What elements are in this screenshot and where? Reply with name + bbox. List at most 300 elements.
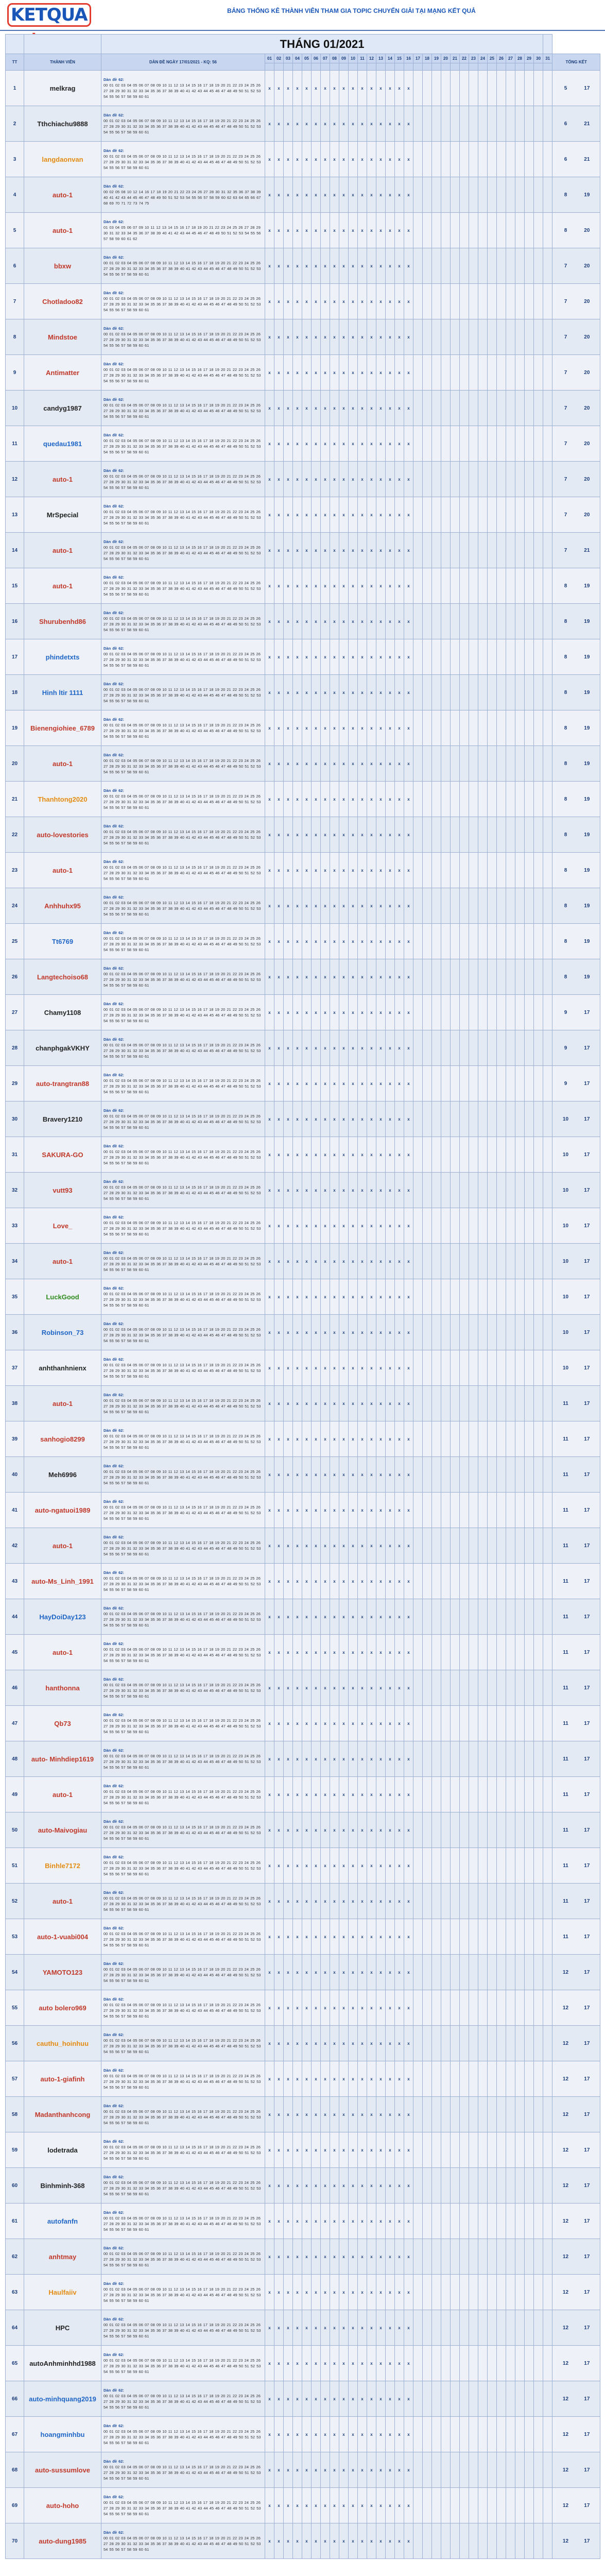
day-cell bbox=[488, 497, 497, 533]
day-cell: x bbox=[386, 497, 395, 533]
member-name-link[interactable]: Tthchiachu9888 bbox=[24, 106, 101, 142]
day-cell bbox=[543, 959, 552, 995]
day-cell bbox=[423, 1670, 432, 1706]
day-cell: x bbox=[312, 959, 321, 995]
day-cell: x bbox=[404, 426, 413, 462]
member-name-link[interactable]: auto-hoho bbox=[24, 2488, 101, 2523]
day-cell: x bbox=[339, 1635, 349, 1670]
day-cell: x bbox=[367, 2204, 376, 2239]
member-name-link[interactable]: auto-1 bbox=[24, 1777, 101, 1812]
day-cell bbox=[488, 853, 497, 888]
day-cell bbox=[413, 142, 423, 177]
day-cell: x bbox=[302, 1493, 312, 1528]
day-cell bbox=[441, 1493, 451, 1528]
day-cell bbox=[525, 1457, 534, 1493]
day-cell: x bbox=[339, 1848, 349, 1884]
day-cell bbox=[488, 2168, 497, 2204]
member-name-link[interactable]: MrSpecial bbox=[24, 497, 101, 533]
day-cell bbox=[451, 675, 460, 710]
total-win: 12 bbox=[562, 2218, 569, 2224]
day-cell bbox=[515, 2168, 525, 2204]
day-cell bbox=[413, 675, 423, 710]
day-cell: x bbox=[274, 1848, 284, 1884]
member-name-link[interactable]: anhthanhnienx bbox=[24, 1350, 101, 1386]
day-cell: x bbox=[265, 1066, 274, 1101]
day-cell: x bbox=[339, 1030, 349, 1066]
day-cell: x bbox=[293, 675, 302, 710]
day-cell: x bbox=[265, 1635, 274, 1670]
member-name-link[interactable]: auto-lovestories bbox=[24, 817, 101, 853]
day-cell bbox=[478, 1706, 488, 1741]
day-cell: x bbox=[358, 1279, 367, 1315]
day-cell: x bbox=[349, 639, 358, 675]
day-cell bbox=[460, 959, 469, 995]
day-cell bbox=[515, 924, 525, 959]
day-cell: x bbox=[302, 1208, 312, 1244]
day-cell: x bbox=[358, 1955, 367, 1990]
member-name-link[interactable]: HPC bbox=[24, 2310, 101, 2346]
day-cell: x bbox=[284, 1528, 293, 1564]
day-cell: x bbox=[330, 1528, 339, 1564]
member-name-link[interactable]: Binhle7172 bbox=[24, 1848, 101, 1884]
day-cell: x bbox=[339, 924, 349, 959]
day-cell bbox=[441, 1599, 451, 1635]
number-set-label: Dàn đề 62: bbox=[103, 1961, 124, 1966]
day-cell bbox=[525, 1848, 534, 1884]
day-cell: x bbox=[265, 1848, 274, 1884]
day-cell: x bbox=[376, 462, 386, 497]
member-name-link[interactable]: auto- Minhdiep1619 bbox=[24, 1741, 101, 1777]
day-cell bbox=[478, 2168, 488, 2204]
total-win: 8 bbox=[564, 832, 567, 838]
row-number: 25 bbox=[6, 924, 24, 959]
member-name-link[interactable]: Meh6996 bbox=[24, 1457, 101, 1493]
day-cell bbox=[413, 853, 423, 888]
day-cell bbox=[534, 2381, 543, 2417]
day-cell bbox=[432, 1173, 441, 1208]
day-cell: x bbox=[404, 1350, 413, 1386]
day-cell: x bbox=[358, 284, 367, 319]
member-name-link[interactable]: anhtmay bbox=[24, 2239, 101, 2275]
day-cell bbox=[506, 924, 515, 959]
day-cell: x bbox=[367, 2381, 376, 2417]
day-cell bbox=[525, 1208, 534, 1244]
day-cell: x bbox=[330, 1706, 339, 1741]
day-cell bbox=[441, 2310, 451, 2346]
number-set-label: Dàn đề 62: bbox=[103, 1997, 124, 2002]
day-cell: x bbox=[395, 2381, 404, 2417]
member-name-link[interactable]: auto-1-giafinh bbox=[24, 2061, 101, 2097]
member-name-link[interactable]: auto-1 bbox=[24, 1244, 101, 1279]
day-cell bbox=[423, 2026, 432, 2061]
member-name-link[interactable]: cauthu_hoinhuu bbox=[24, 2026, 101, 2061]
member-name-link[interactable]: Langtechoiso68 bbox=[24, 959, 101, 995]
day-cell: x bbox=[367, 1030, 376, 1066]
day-cell: x bbox=[339, 2523, 349, 2559]
day-cell bbox=[534, 1208, 543, 1244]
day-cell: x bbox=[302, 1635, 312, 1670]
number-set bbox=[101, 1884, 265, 1919]
day-cell bbox=[506, 1208, 515, 1244]
day-cell: x bbox=[302, 106, 312, 142]
total-cell bbox=[552, 248, 600, 284]
day-cell bbox=[497, 1066, 506, 1101]
day-cell: x bbox=[339, 391, 349, 426]
member-name-link[interactable]: auto-1 bbox=[24, 177, 101, 213]
day-cell bbox=[469, 1564, 478, 1599]
total-win: 8 bbox=[564, 583, 567, 589]
day-cell: x bbox=[367, 1848, 376, 1884]
day-cell: x bbox=[367, 639, 376, 675]
member-name-link[interactable]: Qb73 bbox=[24, 1706, 101, 1741]
day-subheader bbox=[330, 63, 339, 71]
day-cell: x bbox=[321, 2523, 330, 2559]
day-cell: x bbox=[386, 1101, 395, 1137]
day-cell: x bbox=[339, 1350, 349, 1386]
day-cell: x bbox=[302, 924, 312, 959]
member-name-link[interactable]: Binhminh-368 bbox=[24, 2168, 101, 2204]
day-cell: x bbox=[376, 497, 386, 533]
day-cell: x bbox=[274, 1030, 284, 1066]
member-name-link[interactable]: autoAnhminhhd1988 bbox=[24, 2346, 101, 2381]
table-row bbox=[6, 462, 600, 497]
day-cell bbox=[460, 1350, 469, 1386]
member-name-link[interactable]: auto-1-vuabi004 bbox=[24, 1919, 101, 1955]
day-header: 23 bbox=[469, 54, 478, 63]
day-cell: x bbox=[376, 1279, 386, 1315]
day-cell bbox=[534, 675, 543, 710]
day-cell bbox=[506, 1564, 515, 1599]
day-cell: x bbox=[265, 497, 274, 533]
number-set bbox=[101, 248, 265, 284]
day-cell bbox=[515, 746, 525, 782]
day-cell bbox=[488, 1386, 497, 1421]
day-cell bbox=[488, 2061, 497, 2097]
day-cell: x bbox=[349, 1066, 358, 1101]
number-set bbox=[101, 1812, 265, 1848]
member-name-link[interactable]: auto-dung1985 bbox=[24, 2523, 101, 2559]
day-cell: x bbox=[386, 1137, 395, 1173]
day-cell: x bbox=[386, 2204, 395, 2239]
day-cell bbox=[460, 568, 469, 604]
day-cell bbox=[534, 2417, 543, 2452]
member-name-link[interactable]: auto-1 bbox=[24, 853, 101, 888]
day-cell: x bbox=[302, 604, 312, 639]
day-cell bbox=[534, 853, 543, 888]
total-cell bbox=[552, 1777, 600, 1812]
day-cell: x bbox=[404, 1244, 413, 1279]
day-cell bbox=[488, 924, 497, 959]
day-cell: x bbox=[274, 1421, 284, 1457]
day-cell: x bbox=[312, 533, 321, 568]
number-set-values: 00 01 02 03 04 05 06 07 08 09 10 11 12 13 14 15 16 17 18 19 20 21 22 23 24 25 26 27 28 29 30 31 32 33 34 35 36 37 38 39 40 41 42 43 44 45 46 47 48 49 50 51 52 53 54 55 56 57 58 59 60 61 bbox=[103, 2465, 261, 2481]
day-cell bbox=[543, 2239, 552, 2275]
day-cell bbox=[515, 1741, 525, 1777]
day-cell: x bbox=[274, 2132, 284, 2168]
number-set-label: Dàn đề 62: bbox=[103, 1499, 124, 1504]
member-name-link[interactable]: YAMOTO123 bbox=[24, 1955, 101, 1990]
member-name-link[interactable]: sanhogio8299 bbox=[24, 1421, 101, 1457]
number-set bbox=[101, 1350, 265, 1386]
member-name-link[interactable]: candyg1987 bbox=[24, 391, 101, 426]
number-set-label: Dàn đề 62: bbox=[103, 2246, 124, 2250]
day-cell: x bbox=[367, 675, 376, 710]
day-cell bbox=[469, 710, 478, 746]
day-cell: x bbox=[339, 1493, 349, 1528]
member-name-link[interactable]: auto-1 bbox=[24, 1528, 101, 1564]
day-cell bbox=[441, 142, 451, 177]
day-cell bbox=[413, 1066, 423, 1101]
day-cell: x bbox=[339, 2275, 349, 2310]
number-set-label: Dàn đề 62: bbox=[103, 1037, 124, 1042]
day-cell bbox=[478, 1777, 488, 1812]
member-name-link[interactable]: Anhhuhx95 bbox=[24, 888, 101, 924]
day-cell bbox=[534, 1670, 543, 1706]
row-number: 32 bbox=[6, 1173, 24, 1208]
day-cell: x bbox=[302, 2523, 312, 2559]
day-cell bbox=[497, 1990, 506, 2026]
member-name-link[interactable]: bbxw bbox=[24, 248, 101, 284]
day-cell: x bbox=[386, 1812, 395, 1848]
day-cell: x bbox=[321, 2026, 330, 2061]
day-cell bbox=[432, 1599, 441, 1635]
day-cell: x bbox=[339, 1208, 349, 1244]
day-cell bbox=[460, 1635, 469, 1670]
member-name-link[interactable]: Madanthanhcong bbox=[24, 2097, 101, 2132]
day-cell: x bbox=[284, 817, 293, 853]
day-cell bbox=[506, 853, 515, 888]
day-cell: x bbox=[321, 1635, 330, 1670]
day-cell: x bbox=[312, 1101, 321, 1137]
day-cell: x bbox=[274, 213, 284, 248]
day-cell: x bbox=[274, 675, 284, 710]
total-win: 11 bbox=[563, 1578, 568, 1584]
day-cell bbox=[460, 2026, 469, 2061]
member-name-link[interactable]: hanthonna bbox=[24, 1670, 101, 1706]
member-name-link[interactable]: auto-minhquang2019 bbox=[24, 2381, 101, 2417]
member-name-link[interactable]: Chamy1108 bbox=[24, 995, 101, 1030]
day-cell: x bbox=[312, 1564, 321, 1599]
member-name-link[interactable]: auto-1 bbox=[24, 533, 101, 568]
member-name-link[interactable]: phindetxts bbox=[24, 639, 101, 675]
day-cell: x bbox=[367, 2310, 376, 2346]
member-name-link[interactable]: Chotladoo82 bbox=[24, 284, 101, 319]
day-cell bbox=[469, 248, 478, 284]
day-cell bbox=[497, 1955, 506, 1990]
day-cell: x bbox=[302, 1919, 312, 1955]
day-cell bbox=[488, 959, 497, 995]
day-cell: x bbox=[312, 1955, 321, 1990]
member-name-link[interactable]: vutt93 bbox=[24, 1173, 101, 1208]
day-cell: x bbox=[274, 2310, 284, 2346]
member-name-link[interactable]: auto-Ms_Linh_1991 bbox=[24, 1564, 101, 1599]
day-cell: x bbox=[321, 213, 330, 248]
day-cell: x bbox=[376, 675, 386, 710]
day-cell: x bbox=[321, 71, 330, 106]
member-name-link[interactable]: Haulfaiiv bbox=[24, 2275, 101, 2310]
member-name-link[interactable]: auto-1 bbox=[24, 1635, 101, 1670]
member-name-link[interactable]: auto-1 bbox=[24, 213, 101, 248]
member-name-link[interactable]: auto-1 bbox=[24, 1386, 101, 1421]
number-set-values: 00 01 02 03 04 05 06 07 08 09 10 11 12 13 14 15 16 17 18 19 20 21 22 23 24 25 26 27 28 29 30 31 32 33 34 35 36 37 38 39 40 41 42 43 44 45 46 47 48 49 50 51 52 53 54 55 56 57 58 59 60 61 bbox=[103, 118, 261, 134]
day-cell: x bbox=[330, 1030, 339, 1066]
number-set bbox=[101, 2168, 265, 2204]
day-cell: x bbox=[358, 2452, 367, 2488]
member-name-link[interactable]: Thanhtong2020 bbox=[24, 782, 101, 817]
total-cell bbox=[552, 2239, 600, 2275]
day-header: 29 bbox=[525, 54, 534, 63]
day-cell: x bbox=[302, 533, 312, 568]
table-row bbox=[6, 1599, 600, 1635]
member-name-link[interactable]: auto-ngatuoi1989 bbox=[24, 1493, 101, 1528]
site-logo[interactable] bbox=[7, 3, 95, 27]
day-cell: x bbox=[349, 1173, 358, 1208]
day-cell: x bbox=[386, 355, 395, 391]
member-name-link[interactable]: LuckGood bbox=[24, 1279, 101, 1315]
number-set bbox=[101, 2523, 265, 2559]
day-header: 03 bbox=[284, 54, 293, 63]
row-number: 62 bbox=[6, 2239, 24, 2275]
table-row bbox=[6, 639, 600, 675]
day-cell bbox=[451, 142, 460, 177]
number-set-values: 00 01 02 03 04 05 06 07 08 09 10 11 12 13 14 15 16 17 18 19 20 21 22 23 24 25 26 27 28 29 30 31 32 33 34 35 36 37 38 39 40 41 42 43 44 45 46 47 48 49 50 51 52 53 54 55 56 57 58 59 60 61 bbox=[103, 83, 261, 99]
day-cell bbox=[515, 1528, 525, 1564]
member-name-link[interactable]: auto-1 bbox=[24, 568, 101, 604]
day-cell: x bbox=[302, 355, 312, 391]
day-cell: x bbox=[395, 1990, 404, 2026]
day-cell bbox=[423, 284, 432, 319]
member-name-link[interactable]: auto-1 bbox=[24, 746, 101, 782]
day-cell bbox=[534, 177, 543, 213]
day-cell: x bbox=[386, 924, 395, 959]
table-row bbox=[6, 1670, 600, 1706]
day-cell: x bbox=[274, 1955, 284, 1990]
day-cell: x bbox=[386, 2168, 395, 2204]
day-cell bbox=[543, 1421, 552, 1457]
day-cell bbox=[413, 2168, 423, 2204]
day-cell bbox=[423, 1635, 432, 1670]
member-name-link[interactable]: Bienengiohiee_6789 bbox=[24, 710, 101, 746]
day-cell: x bbox=[321, 746, 330, 782]
day-cell: x bbox=[265, 2452, 274, 2488]
member-name-link[interactable]: auto-sussumlove bbox=[24, 2452, 101, 2488]
day-cell bbox=[506, 2026, 515, 2061]
day-cell: x bbox=[312, 2239, 321, 2275]
member-name-link[interactable]: melkrag bbox=[24, 71, 101, 106]
day-cell bbox=[506, 1101, 515, 1137]
member-name-link[interactable]: chanphgakVKHY bbox=[24, 1030, 101, 1066]
day-cell: x bbox=[284, 2346, 293, 2381]
day-cell: x bbox=[395, 2168, 404, 2204]
day-cell bbox=[441, 2061, 451, 2097]
day-cell: x bbox=[386, 1848, 395, 1884]
total-cell bbox=[552, 2488, 600, 2523]
member-name-link[interactable]: Tt6769 bbox=[24, 924, 101, 959]
day-cell bbox=[478, 497, 488, 533]
member-name-link[interactable]: lodetrada bbox=[24, 2132, 101, 2168]
day-cell: x bbox=[349, 248, 358, 284]
day-cell bbox=[515, 1777, 525, 1812]
day-cell: x bbox=[330, 2132, 339, 2168]
day-cell: x bbox=[284, 2310, 293, 2346]
number-set-label: Dàn đề 62: bbox=[103, 611, 124, 615]
row-number: 7 bbox=[6, 284, 24, 319]
day-cell bbox=[413, 2417, 423, 2452]
day-cell: x bbox=[302, 2452, 312, 2488]
day-cell bbox=[497, 1315, 506, 1350]
member-name-link[interactable]: Antimatter bbox=[24, 355, 101, 391]
day-cell: x bbox=[265, 1990, 274, 2026]
table-row bbox=[6, 853, 600, 888]
member-name-link[interactable]: quedau1981 bbox=[24, 426, 101, 462]
day-cell bbox=[469, 319, 478, 355]
day-cell: x bbox=[404, 1706, 413, 1741]
day-subheader bbox=[423, 63, 432, 71]
day-cell bbox=[469, 2026, 478, 2061]
member-name-link[interactable]: Hinh ltir 1111 bbox=[24, 675, 101, 710]
number-set bbox=[101, 1030, 265, 1066]
day-cell: x bbox=[386, 1599, 395, 1635]
day-cell bbox=[413, 888, 423, 924]
member-name-link[interactable]: Mindstoe bbox=[24, 319, 101, 355]
day-cell: x bbox=[349, 2061, 358, 2097]
row-number: 44 bbox=[6, 1599, 24, 1635]
day-cell bbox=[451, 1137, 460, 1173]
member-name-link[interactable]: Love_ bbox=[24, 1208, 101, 1244]
member-name-link[interactable]: auto-Maivogiau bbox=[24, 1812, 101, 1848]
member-name-link[interactable]: hoangminhbu bbox=[24, 2417, 101, 2452]
day-cell: x bbox=[367, 1315, 376, 1350]
member-name-link[interactable]: autofanfn bbox=[24, 2204, 101, 2239]
day-cell: x bbox=[404, 639, 413, 675]
member-name-link[interactable]: langdaonvan bbox=[24, 142, 101, 177]
day-cell: x bbox=[376, 426, 386, 462]
member-name-link[interactable]: HayDoiDay123 bbox=[24, 1599, 101, 1635]
row-number: 39 bbox=[6, 1421, 24, 1457]
member-name-link[interactable]: auto bolero969 bbox=[24, 1990, 101, 2026]
day-cell bbox=[543, 177, 552, 213]
day-cell bbox=[441, 1528, 451, 1564]
day-cell bbox=[423, 1990, 432, 2026]
member-name-link[interactable]: Shurubenhd86 bbox=[24, 604, 101, 639]
number-set-label: Dàn đề 62: bbox=[103, 1393, 124, 1397]
day-cell bbox=[441, 1564, 451, 1599]
day-cell: x bbox=[339, 1706, 349, 1741]
member-name-link[interactable]: Robinson_73 bbox=[24, 1315, 101, 1350]
day-cell bbox=[525, 497, 534, 533]
day-cell: x bbox=[312, 1030, 321, 1066]
day-cell: x bbox=[302, 1812, 312, 1848]
day-cell bbox=[525, 106, 534, 142]
total-cell bbox=[552, 1741, 600, 1777]
member-name-link[interactable]: auto-trangtran88 bbox=[24, 1066, 101, 1101]
member-name-link[interactable]: auto-1 bbox=[24, 1884, 101, 1919]
day-cell: x bbox=[358, 1315, 367, 1350]
day-cell: x bbox=[376, 2417, 386, 2452]
total-win: 8 bbox=[564, 192, 567, 198]
day-cell: x bbox=[404, 1919, 413, 1955]
day-cell: x bbox=[330, 1777, 339, 1812]
member-name-link[interactable]: Bravery1210 bbox=[24, 1101, 101, 1137]
member-name-link[interactable]: SAKURA-GO bbox=[24, 1137, 101, 1173]
day-cell bbox=[432, 1208, 441, 1244]
day-cell bbox=[525, 1528, 534, 1564]
day-cell bbox=[506, 1812, 515, 1848]
table-row bbox=[6, 1564, 600, 1599]
number-set bbox=[101, 1741, 265, 1777]
day-cell bbox=[478, 2275, 488, 2310]
member-name-link[interactable]: auto-1 bbox=[24, 462, 101, 497]
